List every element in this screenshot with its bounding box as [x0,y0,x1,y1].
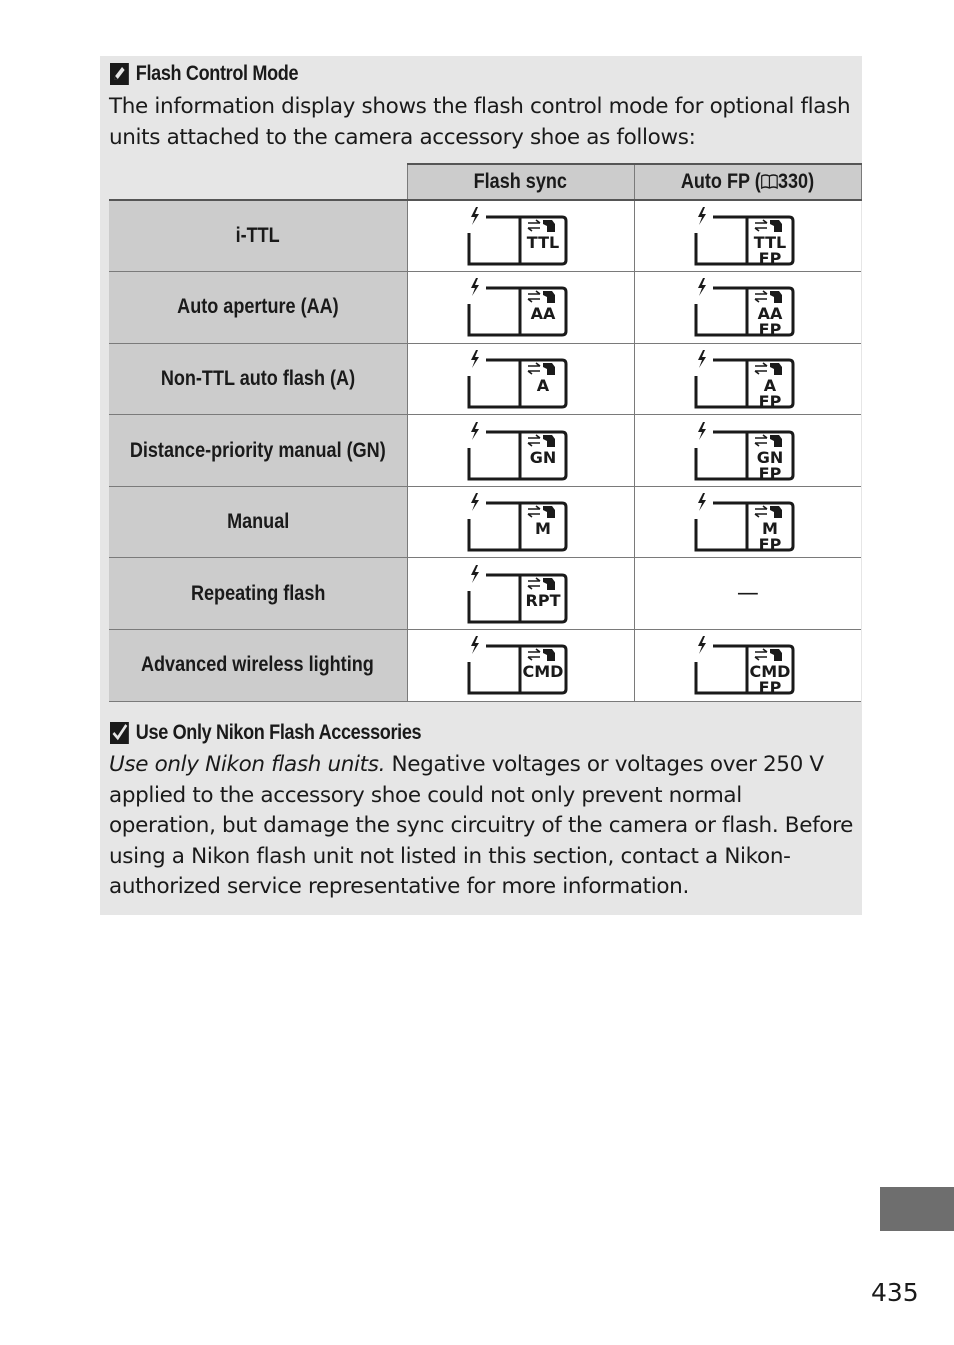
col-header-auto-fp: Auto FP ( 330) [634,164,861,200]
caution-heading [110,721,421,745]
row-label: i-TTL [109,200,407,272]
auto-fp-cell [634,486,861,558]
flash-control-display-icon [693,348,803,410]
table-header-row [109,164,861,200]
flash-control-display-icon [466,205,576,267]
pencil-icon [110,63,129,85]
book-icon [761,174,778,189]
flash-mode-code: FP [758,320,782,339]
flash-sync-cell [407,343,634,415]
flash-mode-code: CMD [522,662,564,682]
flash-sync-cell [407,558,634,630]
note-heading-text: Flash Control Mode [135,62,299,85]
page-number: 435 [871,1278,919,1307]
flash-mode-code: TTL [526,233,559,253]
auto-fp-cell [634,415,861,487]
row-label: Repeating flash [109,558,407,630]
table-row [109,558,861,630]
flash-mode-code: FP [758,535,782,554]
table-row [109,486,861,558]
table-row [109,343,861,415]
flash-mode-table [109,163,862,702]
flash-mode-code: M [761,519,778,539]
flash-sync-cell [407,415,634,487]
row-label: Auto aperture (AA) [109,272,407,344]
table-row [109,200,861,272]
flash-control-display-icon [693,634,803,696]
flash-mode-code: TTL [753,233,787,253]
row-label: Manual [109,486,407,558]
note-heading [110,62,298,86]
flash-control-display-icon [693,491,803,553]
flash-mode-code: AA [757,304,783,324]
flash-mode-code: FP [758,391,782,410]
flash-mode-code: GN [529,447,556,467]
flash-mode-code: A [536,375,549,395]
flash-control-display-icon [693,420,803,482]
auto-fp-cell [634,343,861,415]
flash-control-display-icon [466,276,576,338]
checkmark-icon [110,722,129,744]
flash-control-display-icon [693,205,803,267]
flash-mode-code: M [534,519,551,539]
thumb-tab [880,1187,954,1231]
caution-body [109,750,854,903]
caution-heading-text: Use Only Nikon Flash Accessories [135,721,422,744]
auto-fp-cell [634,272,861,344]
table-row [109,630,861,702]
flash-mode-code: GN [756,447,784,467]
table-corner [109,164,407,200]
caution-body-text: Negative voltages or voltages over 250 V applied to the accessory shoe could not only prevent normal operation, but damage the sync circuitry of the camera or flash. Before using a Nikon flash unit not listed in this section, contact a Nikon-authorized service representative for more information. [109,752,853,900]
auto-fp-cell [634,630,861,702]
flash-sync-cell [407,200,634,272]
flash-control-display-icon [466,563,576,625]
flash-control-display-icon [466,634,576,696]
note-intro: The information display shows the flash control mode for optional flash units attached to the camera accessory shoe as follows: [109,94,851,150]
flash-control-display-icon [693,276,803,338]
table-row [109,272,861,344]
flash-mode-code: AA [530,304,555,324]
flash-mode-code: RPT [525,590,561,610]
col-header-flash-sync: Flash sync [407,164,634,200]
flash-mode-code: FP [758,249,782,268]
flash-mode-code: CMD [749,662,791,682]
flash-control-display-icon [466,348,576,410]
flash-control-display-icon [466,491,576,553]
row-label: Non-TTL auto flash (A) [109,343,407,415]
flash-mode-code: FP [758,463,782,482]
not-available-dash: — [736,581,759,607]
flash-mode-code: FP [758,678,782,697]
row-label: Distance-priority manual (GN) [109,415,407,487]
auto-fp-cell [634,200,861,272]
flash-control-display-icon [466,420,576,482]
caution-italic-lead: Use only Nikon flash units. [109,752,386,777]
flash-sync-cell [407,630,634,702]
flash-sync-cell [407,486,634,558]
flash-mode-code: A [763,375,777,395]
row-label: Advanced wireless lighting [109,630,407,702]
auto-fp-cell [634,558,861,630]
flash-sync-cell [407,272,634,344]
table-row [109,415,861,487]
